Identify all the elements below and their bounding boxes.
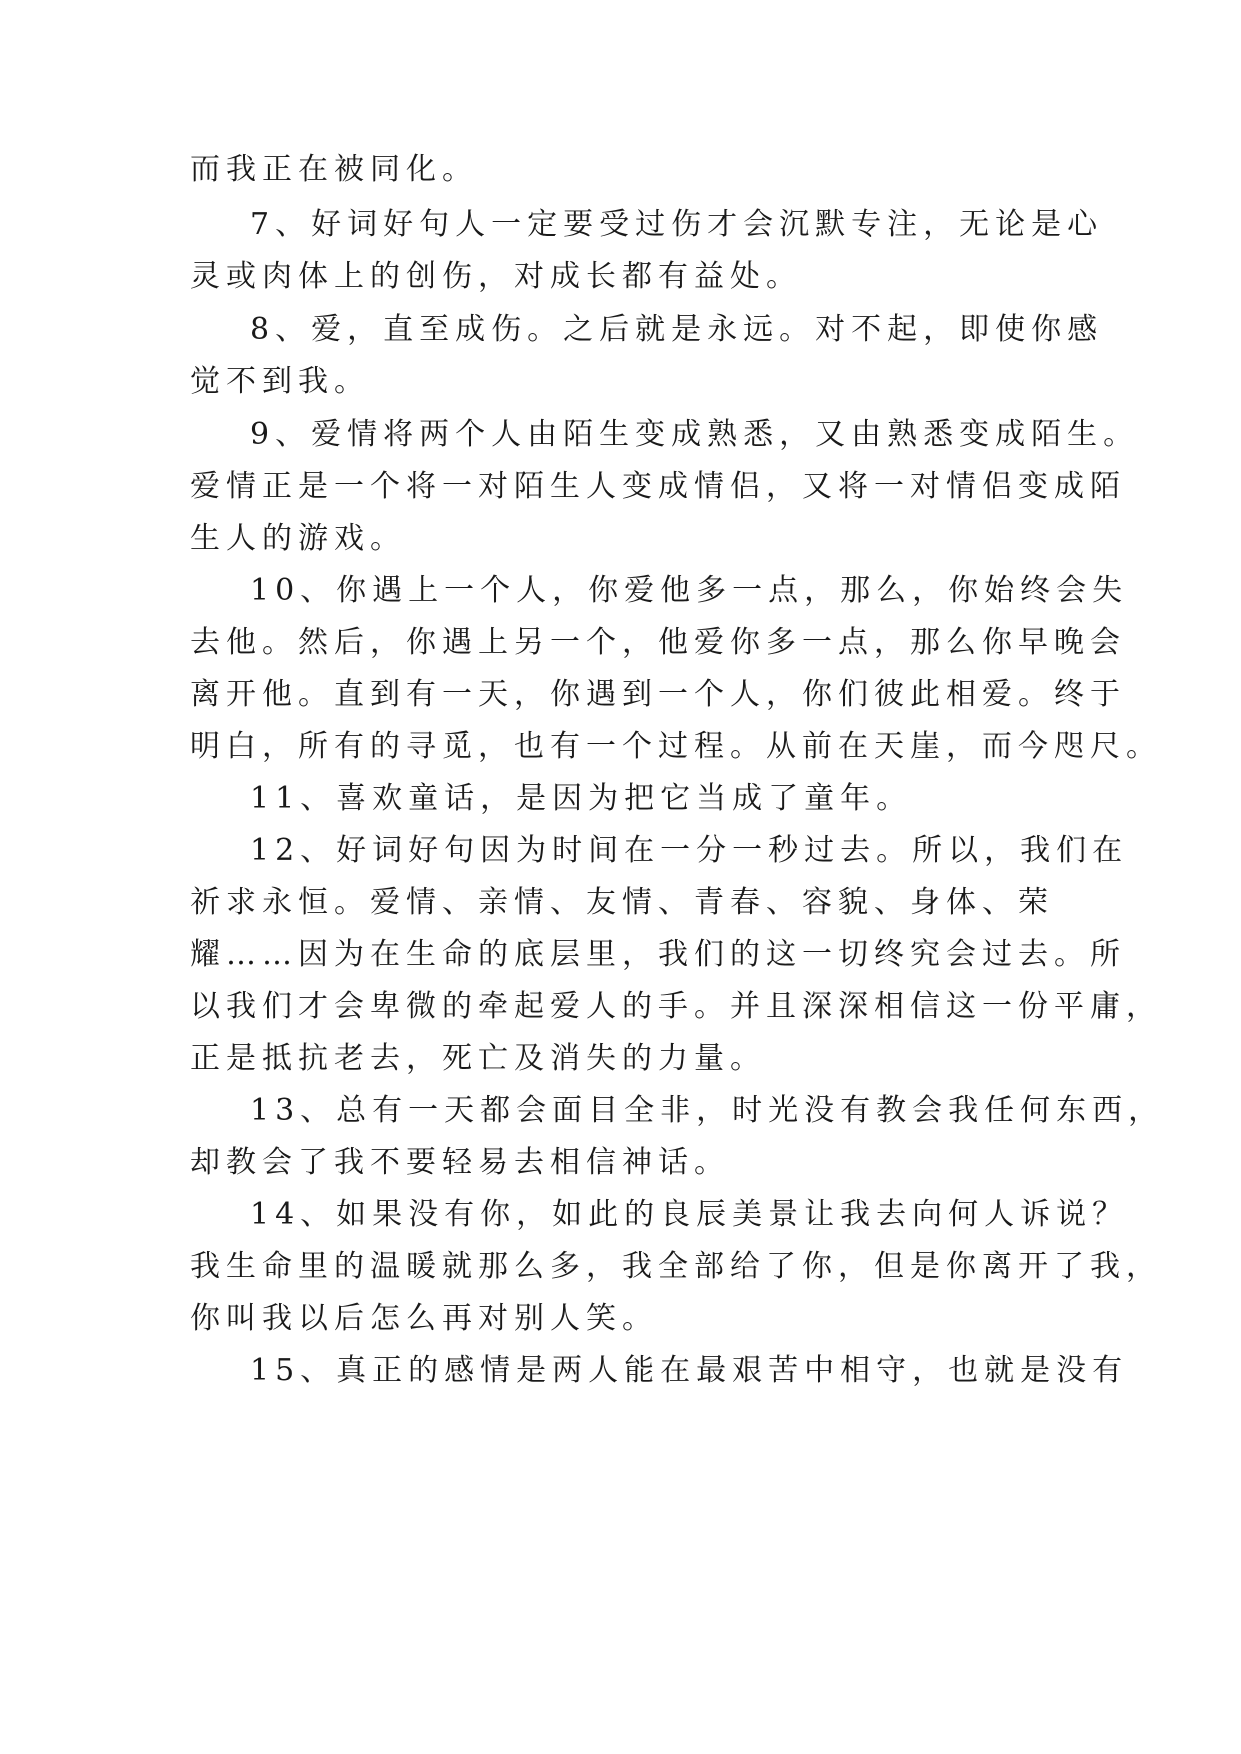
text-line: 7、好词好句人一定要受过伤才会沉默专注，无论是心 <box>250 207 1104 242</box>
text-line: 你叫我以后怎么再对别人笑。 <box>190 1301 658 1336</box>
text-line: 明白，所有的寻觅，也有一个过程。从前在天崖，而今咫尺。 <box>190 729 1162 764</box>
text-line: 灵或肉体上的创伤，对成长都有益处。 <box>190 259 802 294</box>
text-line: 15、真正的感情是两人能在最艰苦中相守，也就是没有 <box>250 1353 1129 1388</box>
text-line: 而我正在被同化。 <box>190 152 478 187</box>
text-line: 耀……因为在生命的底层里，我们的这一切终究会过去。所 <box>190 937 1126 972</box>
text-line: 觉不到我。 <box>190 364 370 399</box>
text-line: 正是抵抗老去，死亡及消失的力量。 <box>190 1041 766 1076</box>
text-line: 以我们才会卑微的牵起爱人的手。并且深深相信这一份平庸， <box>190 989 1162 1024</box>
text-line: 8、爱，直至成伤。之后就是永远。对不起，即使你感 <box>250 312 1104 347</box>
text-line: 爱情正是一个将一对陌生人变成情侣，又将一对情侣变成陌 <box>190 469 1126 504</box>
text-line: 10、你遇上一个人，你爱他多一点，那么，你始终会失 <box>250 573 1129 608</box>
text-line: 13、总有一天都会面目全非，时光没有教会我任何东西， <box>250 1093 1165 1128</box>
text-line: 我生命里的温暖就那么多，我全部给了你，但是你离开了我， <box>190 1249 1162 1284</box>
text-line: 离开他。直到有一天，你遇到一个人，你们彼此相爱。终于 <box>190 677 1126 712</box>
text-line: 9、爱情将两个人由陌生变成熟悉，又由熟悉变成陌生。 <box>250 417 1140 452</box>
text-line: 12、好词好句因为时间在一分一秒过去。所以，我们在 <box>250 833 1129 868</box>
text-line: 去他。然后，你遇上另一个，他爱你多一点，那么你早晚会 <box>190 625 1126 660</box>
text-line: 祈求永恒。爱情、亲情、友情、青春、容貌、身体、荣 <box>190 885 1054 920</box>
text-line: 11、喜欢童话，是因为把它当成了童年。 <box>250 781 913 816</box>
text-line: 14、如果没有你，如此的良辰美景让我去向何人诉说？ <box>250 1197 1129 1232</box>
text-line: 生人的游戏。 <box>190 521 406 556</box>
text-line: 却教会了我不要轻易去相信神话。 <box>190 1145 730 1180</box>
